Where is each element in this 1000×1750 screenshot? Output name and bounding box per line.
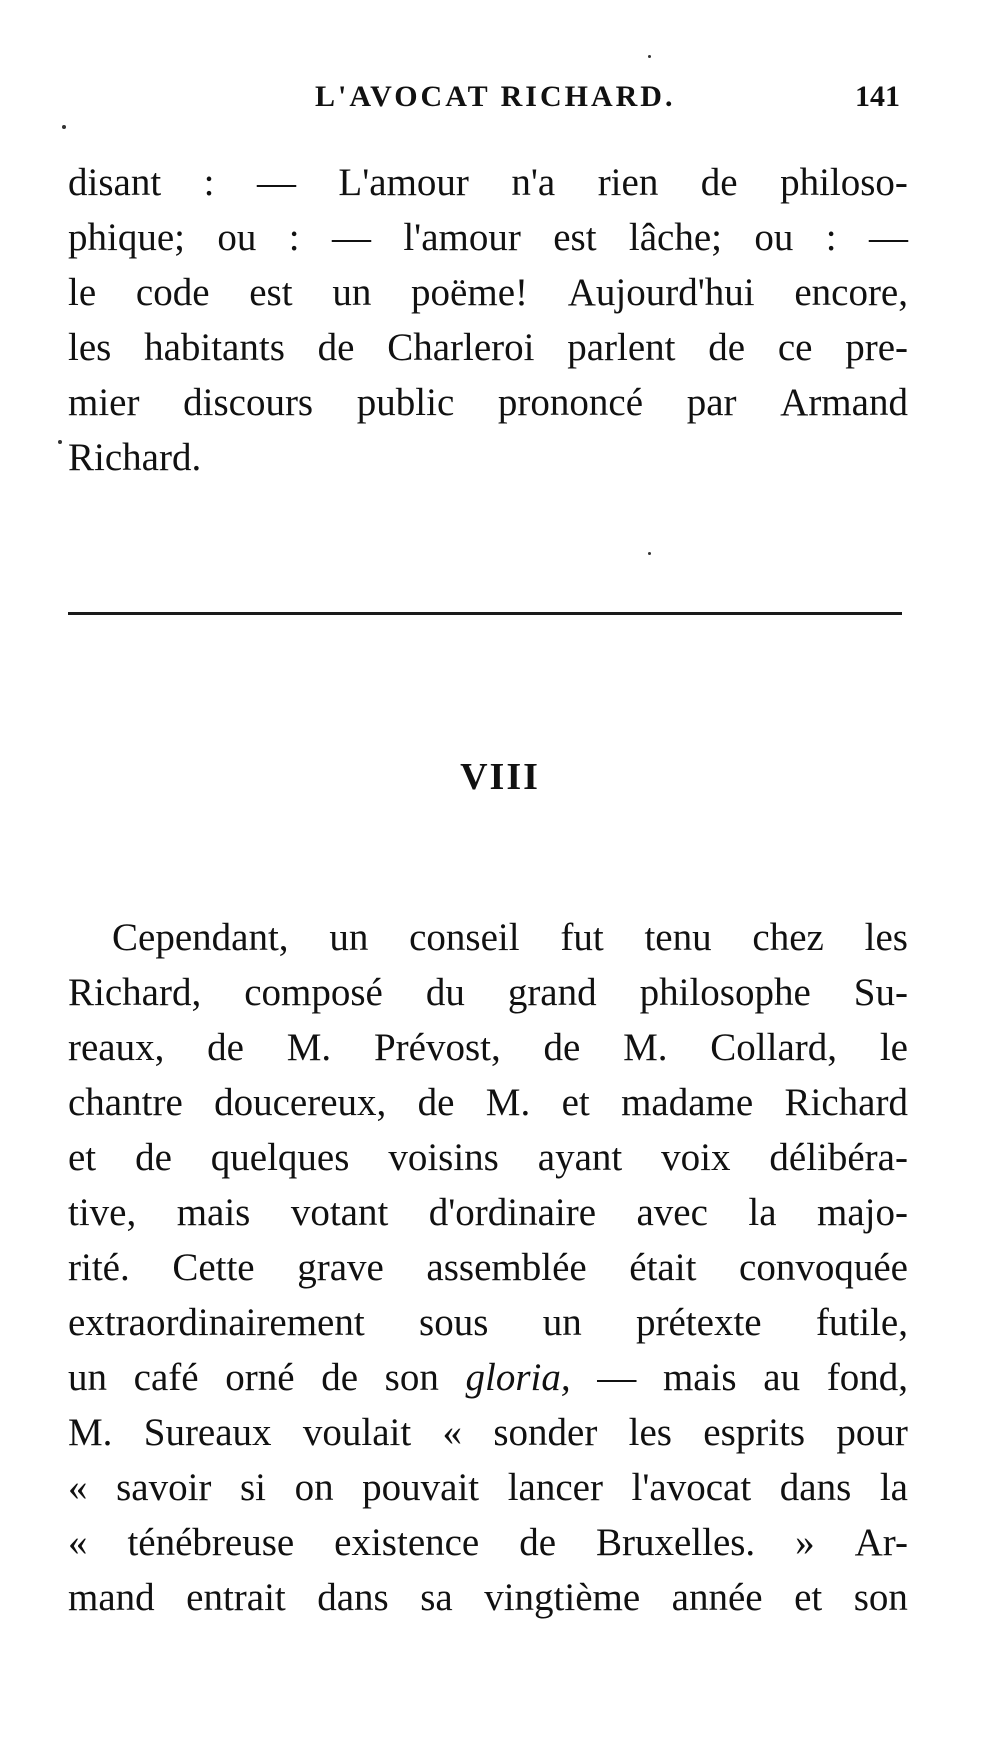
word: année (671, 1576, 763, 1619)
word: ou (754, 216, 794, 259)
word: Armand (780, 381, 908, 424)
text-line (68, 430, 908, 485)
word: d'ordinaire (428, 1191, 597, 1234)
word: Charleroi (387, 326, 535, 369)
word: un (332, 271, 372, 314)
word: fond, (826, 1356, 908, 1399)
word: convoquée (739, 1246, 908, 1289)
word: vingtième (484, 1576, 641, 1619)
word: composé (244, 971, 383, 1014)
word: on (294, 1466, 334, 1509)
text-line (68, 1130, 908, 1185)
word: tenu (644, 916, 712, 959)
text-line (68, 1240, 908, 1295)
word: la (748, 1191, 777, 1234)
word: Richard (784, 1081, 908, 1124)
word: « (68, 1466, 88, 1509)
word: Cette (172, 1246, 255, 1289)
word: l'amour (403, 216, 521, 259)
text-line (68, 375, 908, 430)
word: prétexte (636, 1301, 762, 1344)
word: Bruxelles. (595, 1521, 756, 1564)
word: voix (661, 1136, 731, 1179)
word: assemblée (426, 1246, 587, 1289)
word: « (442, 1411, 463, 1454)
word: était (629, 1246, 697, 1289)
text-line (68, 1515, 908, 1570)
word: de (519, 1521, 557, 1564)
word: savoir (116, 1466, 212, 1509)
paragraph-chapter-viii (68, 910, 908, 1625)
word: doucereux, (214, 1081, 387, 1124)
word: sous (419, 1301, 489, 1344)
word: par (686, 381, 737, 424)
word: rité. (68, 1246, 130, 1289)
word: lâche; (628, 216, 723, 259)
word: habitants (144, 326, 285, 369)
word: parlent (567, 326, 676, 369)
text-line (68, 1295, 908, 1350)
word: Cependant, (112, 916, 289, 959)
word: pre- (845, 326, 908, 369)
word: reaux, (68, 1026, 165, 1069)
word: Sureaux (143, 1411, 272, 1454)
text-line (68, 265, 908, 320)
word: discours (183, 381, 314, 424)
word: conseil (409, 916, 520, 959)
word: esprits (703, 1411, 806, 1454)
word: philosophe (639, 971, 811, 1014)
text-line (68, 1020, 908, 1075)
word: encore, (794, 271, 908, 314)
word: dans (317, 1576, 389, 1619)
word: est (249, 271, 293, 314)
text-line (68, 910, 908, 965)
word: phique; (68, 216, 185, 259)
text-line (68, 1185, 908, 1240)
word: dans (779, 1466, 852, 1509)
word: Collard, (710, 1026, 838, 1069)
word: — (868, 216, 908, 259)
word: : (825, 216, 837, 259)
word: gloria, (465, 1356, 571, 1399)
word: — (597, 1356, 637, 1399)
word: au (763, 1356, 801, 1399)
word: entrait (186, 1576, 286, 1619)
word: votant (290, 1191, 389, 1234)
word: mais (662, 1356, 737, 1399)
word: l'avocat (631, 1466, 752, 1509)
word: L'amour (338, 161, 469, 204)
chapter-heading: VIII (460, 756, 540, 798)
word: pour (836, 1411, 908, 1454)
word: — (256, 161, 296, 204)
word: un (68, 1356, 107, 1399)
section-divider-rule (68, 612, 902, 615)
word: code (135, 271, 210, 314)
word: et (794, 1576, 823, 1619)
word: fut (560, 916, 604, 959)
text-line (68, 965, 908, 1020)
text-line (68, 1075, 908, 1130)
word: de (543, 1026, 581, 1069)
word: « (68, 1521, 88, 1564)
word: avec (636, 1191, 708, 1234)
word: pouvait (362, 1466, 480, 1509)
word: lancer (507, 1466, 603, 1509)
word: rien (597, 161, 659, 204)
word: disant (68, 161, 162, 204)
text-line (68, 210, 908, 265)
text-line (68, 1350, 908, 1405)
word: existence (334, 1521, 480, 1564)
word: voisins (388, 1136, 499, 1179)
paragraph-end-of-chapter-vii (68, 155, 908, 485)
word: futile, (815, 1301, 908, 1344)
word: n'a (511, 161, 556, 204)
word: chez (752, 916, 824, 959)
word: : (288, 216, 300, 259)
word: les (68, 326, 112, 369)
word: et (68, 1136, 97, 1179)
word: voulait (302, 1411, 412, 1454)
word: mais (176, 1191, 251, 1234)
word: ayant (537, 1136, 623, 1179)
text-line (68, 1570, 908, 1625)
word: du (425, 971, 465, 1014)
running-head (60, 80, 900, 120)
word: poëme! (411, 271, 528, 314)
word: : (203, 161, 215, 204)
word: extraordinairement (68, 1301, 365, 1344)
word: quelques (210, 1136, 350, 1179)
word: mand (68, 1576, 155, 1619)
word: de (700, 161, 738, 204)
word: de (207, 1026, 244, 1069)
word: Prévost, (373, 1026, 501, 1069)
word: de (321, 1356, 359, 1399)
word: M. (286, 1026, 332, 1069)
word: M. (68, 1411, 113, 1454)
word: son (384, 1356, 439, 1399)
word: de (708, 326, 746, 369)
word: de (417, 1081, 455, 1124)
word: de (317, 326, 355, 369)
word: et (561, 1081, 590, 1124)
word: » (795, 1521, 815, 1564)
word: M. (485, 1081, 531, 1124)
page-number: 141 (855, 80, 900, 113)
word: le (68, 271, 97, 314)
word: ce (777, 326, 813, 369)
word: si (239, 1466, 266, 1509)
word: mier (68, 381, 140, 424)
word: orné (225, 1356, 295, 1399)
word: chantre (68, 1081, 183, 1124)
word: M. (623, 1026, 668, 1069)
word: madame (621, 1081, 754, 1124)
word: Richard, (68, 971, 202, 1014)
word: la (879, 1466, 908, 1509)
word: grave (297, 1246, 384, 1289)
word: Ar- (854, 1521, 908, 1564)
word: un (542, 1301, 582, 1344)
word: — (331, 216, 371, 259)
word: Richard. (68, 436, 202, 479)
word: les (864, 916, 908, 959)
text-line (68, 155, 908, 210)
word: ou (217, 216, 257, 259)
word: sonder (493, 1411, 598, 1454)
word: tive, (68, 1191, 137, 1234)
word: prononcé (497, 381, 644, 424)
word: grand (507, 971, 597, 1014)
word: Su- (853, 971, 908, 1014)
word: philoso- (780, 161, 908, 204)
text-line (68, 1460, 908, 1515)
word: son (853, 1576, 908, 1619)
word: public (356, 381, 455, 424)
text-line (68, 1405, 908, 1460)
word: les (628, 1411, 672, 1454)
word: sa (420, 1576, 453, 1619)
word: de (135, 1136, 172, 1179)
word: café (133, 1356, 199, 1399)
running-title: L'AVOCAT RICHARD. (315, 80, 676, 113)
word: le (879, 1026, 908, 1069)
word: majo- (817, 1191, 908, 1234)
word: ténébreuse (127, 1521, 295, 1564)
word: délibéra- (769, 1136, 908, 1179)
word: Aujourd'hui (567, 271, 755, 314)
word: un (329, 916, 369, 959)
text-line (68, 320, 908, 375)
word: est (553, 216, 597, 259)
